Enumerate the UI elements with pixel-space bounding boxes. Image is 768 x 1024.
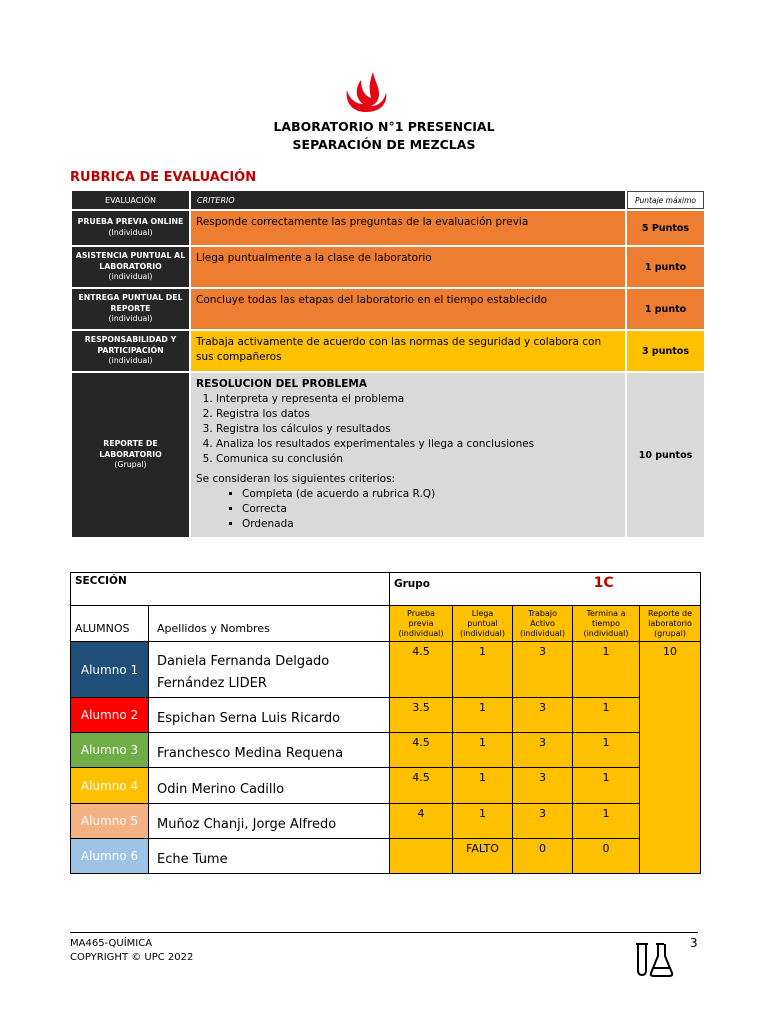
criteria-item: ▪ Completa (de acuerdo a rubrica R.Q)	[242, 487, 620, 502]
rubric-eval-cell: ENTREGA PUNTUAL DEL REPORTE (individual)	[72, 289, 189, 329]
criteria-list	[196, 487, 620, 532]
alumno-label: Alumno 2	[71, 698, 149, 733]
rubric-criterion: Trabaja activamente de acuerdo con las normas de seguridad y colabora con sus compañeros	[191, 331, 625, 371]
alumnos-label: ALUMNOS	[71, 606, 149, 642]
rubric-eval-cell: ASISTENCIA PUNTUAL AL LABORATORIO (individual)	[72, 247, 189, 287]
group-label: Grupo	[394, 578, 431, 590]
rubric-table	[70, 189, 706, 539]
rubric-points: 1 punto	[627, 289, 704, 329]
score-reporte: 10	[640, 642, 701, 874]
group-value: 1C	[593, 575, 614, 591]
rubric-points: 5 Puntos	[627, 211, 704, 245]
student-name: Eche Tume	[149, 839, 390, 874]
alumno-label: Alumno 4	[71, 768, 149, 804]
score-llega: 1	[453, 804, 513, 839]
student-row	[71, 698, 701, 733]
score-trabajo: 3	[513, 698, 573, 733]
group-cell	[390, 573, 701, 606]
score-termina: 1	[573, 733, 640, 768]
page-number: 3	[690, 936, 698, 950]
report-step: 2. Registra los datos	[216, 407, 620, 422]
score-prueba: 4.5	[390, 642, 453, 698]
page-subtitle: SEPARACIÓN DE MEZCLAS	[292, 137, 476, 152]
score-termina: 1	[573, 768, 640, 804]
student-row	[71, 642, 701, 698]
score-trabajo: 3	[513, 642, 573, 698]
score-llega: 1	[453, 642, 513, 698]
rubric-report-criteria	[191, 373, 625, 537]
upc-logo	[343, 68, 389, 114]
page-title: LABORATORIO N°1 PRESENCIAL	[273, 119, 495, 134]
score-termina: 0	[573, 839, 640, 874]
score-prueba: 4.5	[390, 733, 453, 768]
rubric-header-row	[72, 191, 704, 209]
score-termina: 1	[573, 642, 640, 698]
score-trabajo: 3	[513, 804, 573, 839]
score-termina: 1	[573, 804, 640, 839]
report-step: 4. Analiza los resultados experimentales y llega a conclusiones	[216, 437, 620, 452]
rubric-heading: RUBRICA DE EVALUACIÓN	[70, 170, 257, 185]
col-reporte: Reporte de laboratorio (grupal)	[640, 606, 701, 642]
rubric-points: 10 puntos	[627, 373, 704, 537]
report-steps	[196, 392, 620, 467]
score-llega: 1	[453, 768, 513, 804]
score-prueba: 4	[390, 804, 453, 839]
col-trabajo-activo: Trabajo Activo (individual)	[513, 606, 573, 642]
students-header-row	[71, 606, 701, 642]
alumno-label: Alumno 5	[71, 804, 149, 839]
alumno-label: Alumno 3	[71, 733, 149, 768]
rubric-col-criterio: CRITERIO	[191, 191, 625, 209]
rubric-row	[72, 373, 704, 537]
score-trabajo: 0	[513, 839, 573, 874]
col-termina-tiempo: Termina a tiempo (individual)	[573, 606, 640, 642]
student-row	[71, 839, 701, 874]
score-prueba: 4.5	[390, 768, 453, 804]
score-termina: 1	[573, 698, 640, 733]
footer-copyright: COPYRIGHT © UPC 2022	[70, 952, 194, 963]
score-trabajo: 3	[513, 733, 573, 768]
footer-divider	[70, 932, 698, 933]
report-subheading: RESOLUCION DEL PROBLEMA	[196, 378, 367, 390]
rubric-criterion: Llega puntualmente a la clase de laboratorio	[191, 247, 625, 287]
student-row	[71, 768, 701, 804]
student-name: Odin Merino Cadillo	[149, 768, 390, 804]
student-name: Franchesco Medina Requena	[149, 733, 390, 768]
rubric-eval-cell: RESPONSABILIDAD Y PARTICIPACIÓN (individual)	[72, 331, 189, 371]
report-step: 5. Comunica su conclusión	[216, 452, 620, 467]
student-row	[71, 733, 701, 768]
score-prueba	[390, 839, 453, 874]
score-llega: 1	[453, 698, 513, 733]
rubric-row	[72, 331, 704, 371]
student-name: Muñoz Chanji, Jorge Alfredo	[149, 804, 390, 839]
lab-flask-icon	[634, 940, 676, 978]
report-step: 3. Registra los cálculos y resultados	[216, 422, 620, 437]
rubric-row	[72, 247, 704, 287]
rubric-criterion: Responde correctamente las preguntas de la evaluación previa	[191, 211, 625, 245]
col-llega-puntual: Llega puntual (individual)	[453, 606, 513, 642]
criteria-intro: Se consideran los siguientes criterios:	[196, 473, 396, 486]
alumno-label: Alumno 1	[71, 642, 149, 698]
section-row	[71, 573, 701, 606]
score-trabajo: 3	[513, 768, 573, 804]
students-table	[70, 572, 701, 874]
score-prueba: 3.5	[390, 698, 453, 733]
alumno-label: Alumno 6	[71, 839, 149, 874]
rubric-points: 1 punto	[627, 247, 704, 287]
criteria-item: ▪ Correcta	[242, 502, 620, 517]
score-llega: FALTO	[453, 839, 513, 874]
rubric-row	[72, 289, 704, 329]
report-step: 1. Interpreta y representa el problema	[216, 392, 620, 407]
student-name: Daniela Fernanda Delgado Fernández LIDER	[149, 642, 390, 698]
rubric-row	[72, 211, 704, 245]
rubric-eval-cell: REPORTE DE LABORATORIO (Grupal)	[72, 373, 189, 537]
rubric-eval-cell: PRUEBA PREVIA ONLINE (Individual)	[72, 211, 189, 245]
col-prueba-previa: Prueba previa (individual)	[390, 606, 453, 642]
criteria-item: ▪ Ordenada	[242, 517, 620, 532]
student-row	[71, 804, 701, 839]
score-llega: 1	[453, 733, 513, 768]
student-name: Espichan Serna Luis Ricardo	[149, 698, 390, 733]
footer-course: MA465-QUÍMICA	[70, 938, 153, 949]
section-label: SECCIÓN	[71, 573, 390, 606]
names-label: Apellidos y Nombres	[149, 606, 390, 642]
rubric-col-evaluacion: EVALUACIÓN	[72, 191, 189, 209]
rubric-criterion: Concluye todas las etapas del laboratorio en el tiempo establecido	[191, 289, 625, 329]
rubric-points: 3 puntos	[627, 331, 704, 371]
rubric-col-puntaje: Puntaje máximo	[627, 191, 704, 209]
